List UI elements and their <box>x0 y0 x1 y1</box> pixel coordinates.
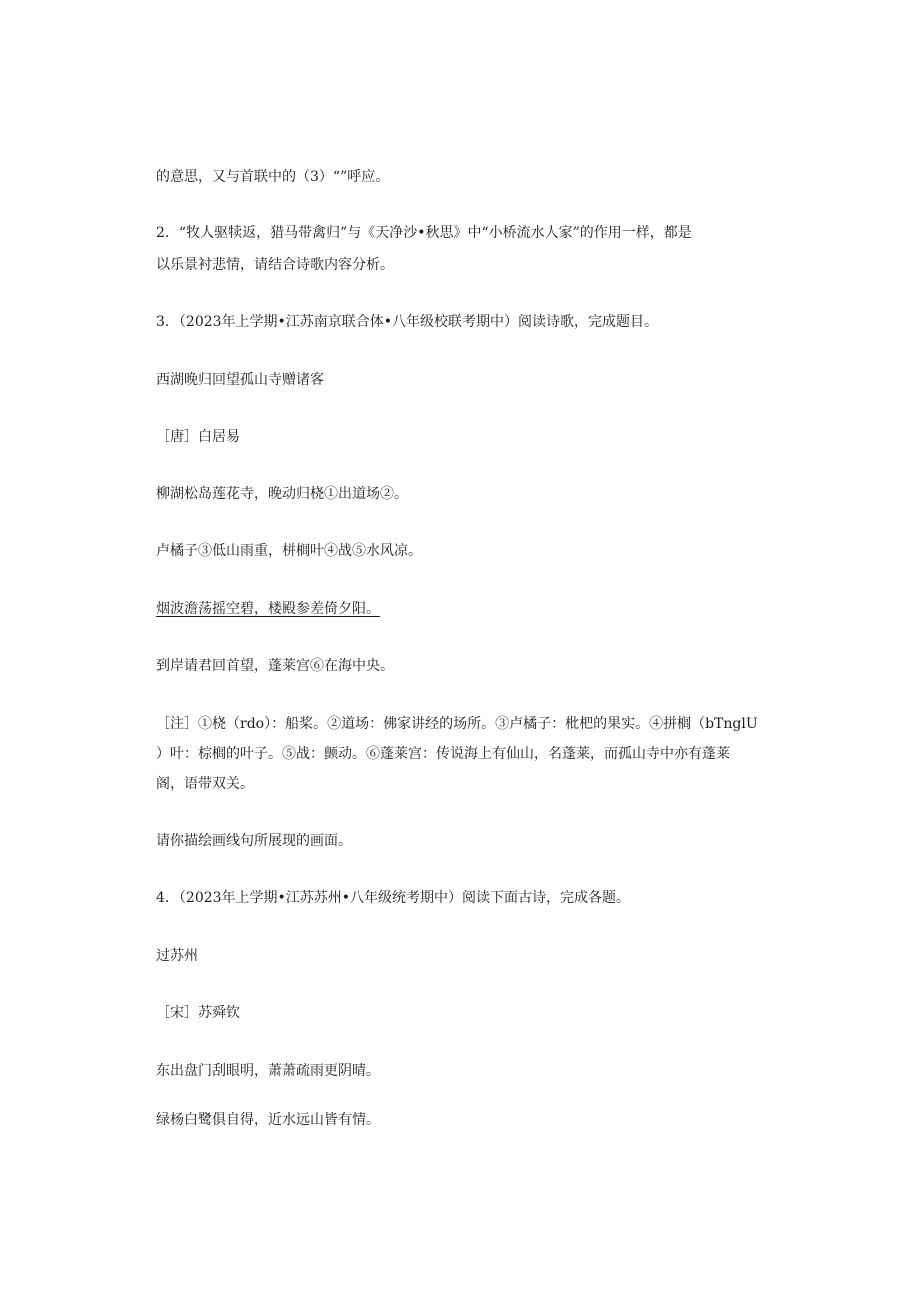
underlined-poem-line: 烟波澹荡摇空碧，楼殿参差倚夕阳。 <box>156 601 380 617</box>
poem-line: 绿杨白鹭俱自得，近水远山皆有情。 <box>156 1112 380 1128</box>
annotation-line: ［注］①桡（rdo）：船桨。②道场：佛家讲经的场所。③卢橘子：枇杷的果实。④拼榈（bTnglU <box>156 716 758 732</box>
question-2-line-1: 2．“牧人驱犊返，猎马带禽归”与《天净沙•秋思》中“小桥流水人家”的作用一样，都是 <box>156 225 692 241</box>
question-4-heading: 4．（2023年上学期•江苏苏州•八年级统考期中）阅读下面古诗，完成各题。 <box>156 890 631 906</box>
poem-title: 过苏州 <box>156 948 198 964</box>
poem-title: 西湖晚归回望孤山寺赠诸客 <box>156 372 324 388</box>
poem-line: 柳湖松岛莲花寺，晚动归桡①出道场②。 <box>156 486 408 502</box>
poem-author: ［唐］白居易 <box>156 429 240 445</box>
question-2-line-2: 以乐景衬悲情，请结合诗歌内容分析。 <box>156 257 394 273</box>
poem-line: 卢橘子③低山雨重，栟榈叶④战⑤水风凉。 <box>156 543 422 559</box>
question-prompt: 请你描绘画线句所展现的画面。 <box>156 833 352 849</box>
question-3-heading: 3．（2023年上学期•江苏南京联合体•八年级校联考期中）阅读诗歌，完成题目。 <box>156 314 659 330</box>
poem-author: ［宋］苏舜钦 <box>156 1005 240 1021</box>
poem-line: 东出盘门刮眼明，萧萧疏雨更阴晴。 <box>156 1063 380 1079</box>
annotation-line: 阁，语带双关。 <box>156 776 254 792</box>
poem-line: 到岸请君回首望，蓬莱宫⑥在海中央。 <box>156 658 394 674</box>
text-line: 的意思，又与首联中的（3）“”呼应。 <box>156 169 390 185</box>
annotation-line: ）叶：棕榈的叶子。⑤战：颤动。⑥蓬莱宫：传说海上有仙山，名蓬莱，而孤山寺中亦有蓬莱 <box>156 746 730 762</box>
